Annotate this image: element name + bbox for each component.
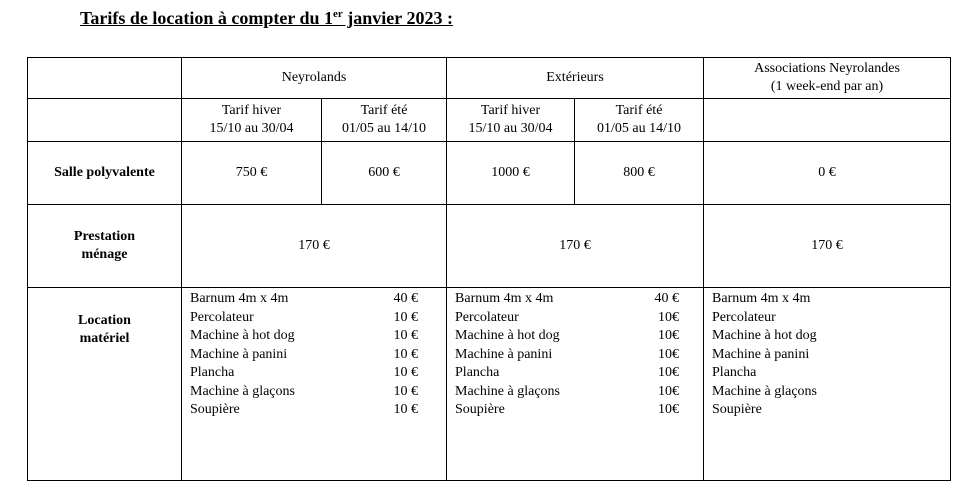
exterieurs-winter-header: Tarif hiver 15/10 au 30/04	[447, 99, 575, 142]
list-item: Machine à glaçons 10€	[455, 383, 680, 399]
list-item: Machine à panini 10€	[455, 346, 680, 362]
list-item: Soupière 10 €	[190, 402, 419, 417]
materiel-neyrolands-list	[182, 288, 447, 481]
menage-associations: 170 €	[704, 205, 951, 288]
salle-neyrolands-winter: 750 €	[182, 142, 322, 205]
salle-label: Salle polyvalente	[28, 142, 182, 205]
list-item: Percolateur 10 €	[190, 309, 419, 325]
list-item: Plancha	[712, 365, 757, 380]
exterieurs-header: Extérieurs	[447, 58, 704, 99]
salle-neyrolands-summer: 600 €	[322, 142, 447, 205]
materiel-exterieurs-list	[447, 288, 704, 481]
empty-corner-cell	[28, 58, 182, 99]
salle-row	[28, 142, 951, 205]
list-item: Machine à hot dog 10 €	[190, 328, 419, 343]
menage-neyrolands: 170 €	[182, 205, 447, 288]
list-item: Soupière	[712, 402, 762, 417]
list-item: Machine à hot dog	[712, 328, 817, 343]
list-item: Machine à panini 10 €	[190, 346, 419, 362]
neyrolands-header: Neyrolands	[182, 58, 447, 99]
page-title: Tarifs de location à compter du 1er janvier 2023 :	[80, 8, 453, 28]
list-item: Plancha 10€	[455, 365, 680, 380]
salle-exterieurs-winter: 1000 €	[447, 142, 575, 205]
rental-rates-table	[27, 57, 951, 481]
list-item: Barnum 4m x 4m	[712, 291, 811, 306]
list-item: Barnum 4m x 4m 40 €	[190, 291, 419, 306]
subheader-row	[28, 99, 951, 142]
exterieurs-summer-header: Tarif été 01/05 au 14/10	[575, 99, 704, 142]
materiel-label: Location matériel	[28, 288, 182, 481]
empty-subheader-cell	[28, 99, 182, 142]
materiel-row	[28, 288, 951, 481]
empty-associations-subheader	[704, 99, 951, 142]
list-item: Plancha 10 €	[190, 365, 419, 380]
menage-label: Prestation ménage	[28, 205, 182, 288]
header-row	[28, 58, 951, 99]
list-item: Percolateur	[712, 309, 776, 325]
materiel-associations-list	[704, 288, 951, 481]
list-item: Machine à glaçons 10 €	[190, 383, 419, 399]
menage-exterieurs: 170 €	[447, 205, 704, 288]
neyrolands-winter-header: Tarif hiver 15/10 au 30/04	[182, 99, 322, 142]
salle-associations: 0 €	[704, 142, 951, 205]
list-item: Machine à glaçons	[712, 383, 817, 399]
associations-header: Associations Neyrolandes (1 week-end par an)	[704, 58, 951, 99]
salle-exterieurs-summer: 800 €	[575, 142, 704, 205]
list-item: Soupière 10€	[455, 402, 680, 417]
list-item: Machine à hot dog 10€	[455, 328, 680, 343]
list-item: Machine à panini	[712, 346, 810, 362]
list-item: Barnum 4m x 4m 40 €	[455, 291, 680, 306]
menage-row	[28, 205, 951, 288]
neyrolands-summer-header: Tarif été 01/05 au 14/10	[322, 99, 447, 142]
list-item: Percolateur 10€	[455, 309, 680, 325]
